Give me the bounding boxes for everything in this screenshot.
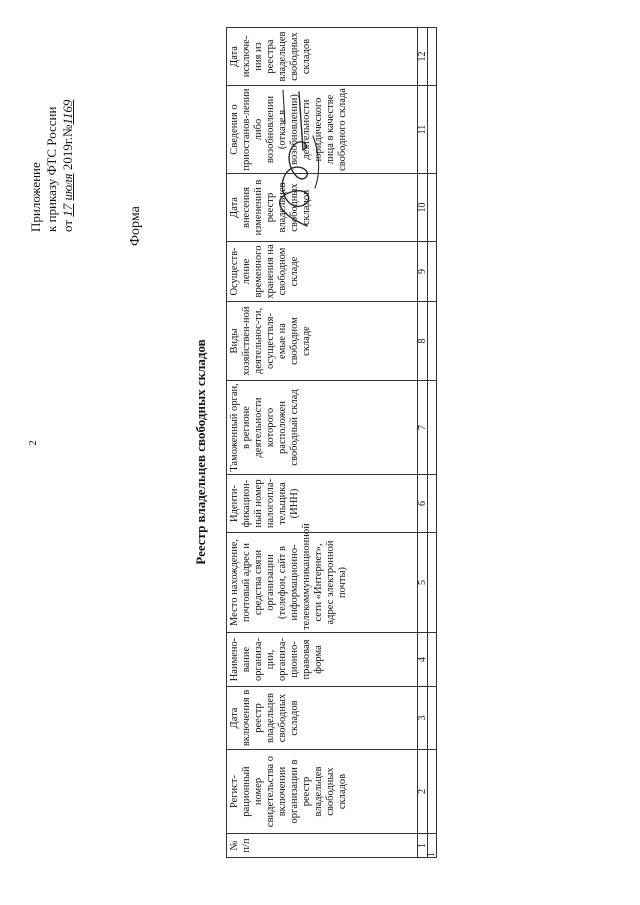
table-cell [428,381,437,475]
column-number-row [418,28,428,858]
date-day: 17 [60,203,75,217]
column-number: 10 [418,174,428,242]
row-number: 1 [428,834,437,858]
table-cell [428,28,437,86]
order-number: 1169 [60,99,75,125]
column-number: 2 [418,750,428,834]
table-cell [428,533,437,633]
column-number: 6 [418,475,428,533]
column-number: 8 [418,302,428,381]
column-header: Дата исключе-ния из реестра владельцев свободных складов [227,28,418,86]
signature-mark [255,82,335,232]
date-prefix: от [60,219,75,232]
column-header: Иденти-фикацион-ный номер налогопла-тельщика (ИНН) [227,475,418,533]
column-number: 9 [418,242,428,302]
form-label: Форма [128,206,143,246]
column-number: 7 [418,381,428,475]
column-header: Виды хозяйствен-ной деятельнос-ти, осуществля-емые на свободном складе [227,302,418,381]
column-number: 4 [418,633,428,687]
document-title: Реестр владельцев свободных складов [193,339,208,565]
table-cell [428,174,437,242]
table-cell [428,86,437,174]
order-line: к приказу ФТС России [44,106,59,232]
column-header: № п/п [227,834,418,858]
date-month: июля [60,173,75,201]
table-cell [428,750,437,834]
table-cell [428,242,437,302]
appendix-header [28,32,76,232]
column-header: Место нахождение, почтовый адрес и средства связи организации (телефон, сайт в информационно-телекоммуникационной сети «Интернет», адрес электронной почты) [227,533,418,633]
column-number: 12 [418,28,428,86]
date-year: 2019г.№ [60,124,75,171]
page-number: 2 [26,440,39,446]
column-header: Наимено-вание организа-ции, организа-ционно-правовая форма [227,633,418,687]
column-header: Таможенный орган, в регионе деятельности которого расположен свободный склад [227,381,418,475]
column-number: 3 [418,687,428,750]
table-cell [428,475,437,533]
appendix-line: Приложение [28,162,43,232]
column-header: Регист-рационный номер свидетельства о включении организации в реестр владельцев свободных складов [227,750,418,834]
column-header: Сведения о приостанов-лении либо возобновлении (отказе в возобновлении) деятельности юридического лица в качестве свободного склада [227,86,418,174]
table-cell [428,633,437,687]
column-header: Дата включения в реестр владельцев свободных складов [227,687,418,750]
column-header: Осуществ-ление временного хранения на свободном складе [227,242,418,302]
column-number: 11 [418,86,428,174]
column-header: Дата внесения изменений в реестр владельцев свободных складов [227,174,418,242]
table-cell [428,302,437,381]
rotated-page [10,22,437,882]
column-number: 5 [418,533,428,633]
table-cell [428,687,437,750]
table-row [428,28,437,858]
date-line [60,32,76,232]
column-number: 1 [418,834,428,858]
